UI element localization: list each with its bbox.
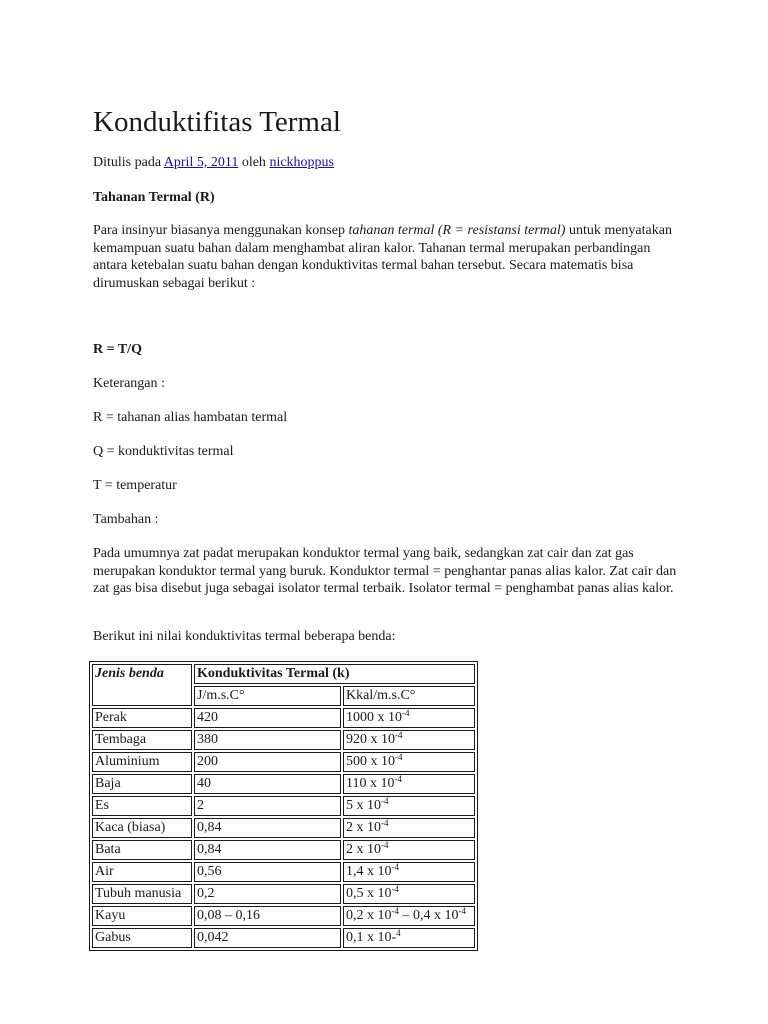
kcal-exponent: -4 — [395, 752, 403, 762]
cell-kcal-value — [343, 862, 475, 882]
kcal-mantissa: 0,1 x 10- — [346, 930, 397, 945]
kcal-mantissa: 920 x 10 — [346, 732, 395, 747]
cell-material: Air — [92, 862, 192, 882]
cell-si-value: 40 — [194, 774, 341, 794]
tambahan-label: Tambahan : — [93, 512, 159, 527]
article-title: Konduktifitas Termal — [93, 106, 341, 138]
table-row — [92, 774, 475, 794]
cell-si-value: 2 — [194, 796, 341, 816]
table-row — [92, 840, 475, 860]
cell-kcal-value — [343, 928, 475, 948]
cell-kcal-value — [343, 840, 475, 860]
table-row — [92, 906, 475, 926]
table-row — [92, 818, 475, 838]
unit-kcal: Kkal/m.s.C° — [343, 686, 475, 706]
kcal-exponent: 4 — [396, 928, 401, 938]
definition-r: R = tahanan alias hambatan termal — [93, 410, 288, 425]
cell-si-value: 0,84 — [194, 818, 341, 838]
unit-si: J/m.s.C° — [194, 686, 341, 706]
cell-material: Perak — [92, 708, 192, 728]
byline-prefix: Ditulis pada — [93, 155, 162, 170]
kcal-mantissa: 0,2 x 10 — [346, 908, 392, 923]
kcal-exponent: -4 — [394, 774, 402, 784]
cell-material: Tubuh manusia — [92, 884, 192, 904]
byline-middle: oleh — [241, 155, 266, 170]
table-row — [92, 862, 475, 882]
cell-si-value: 0,042 — [194, 928, 341, 948]
kcal-exponent-2: -4 — [458, 906, 466, 916]
kcal-mantissa: 0,5 x 10 — [346, 886, 392, 901]
kcal-mantissa: 1000 x 10 — [346, 710, 402, 725]
paragraph-intro — [93, 222, 683, 292]
cell-material: Kayu — [92, 906, 192, 926]
cell-material: Aluminium — [92, 752, 192, 772]
cell-kcal-value — [343, 906, 475, 926]
kcal-exponent: -4 — [381, 796, 389, 806]
cell-si-value: 420 — [194, 708, 341, 728]
kcal-mantissa: 500 x 10 — [346, 754, 395, 769]
section-heading: Tahanan Termal (R) — [93, 190, 215, 205]
cell-si-value: 0,56 — [194, 862, 341, 882]
kcal-exponent: -4 — [381, 818, 389, 828]
cell-si-value: 380 — [194, 730, 341, 750]
table-row — [92, 884, 475, 904]
cell-kcal-value — [343, 884, 475, 904]
cell-material: Tembaga — [92, 730, 192, 750]
kcal-mantissa: 2 x 10 — [346, 842, 381, 857]
kcal-exponent: -4 — [391, 884, 399, 894]
cell-material: Bata — [92, 840, 192, 860]
formula: R = T/Q — [93, 342, 142, 357]
byline — [93, 154, 334, 172]
cell-si-value: 0,08 – 0,16 — [194, 906, 341, 926]
paragraph-conductors: Pada umumnya zat padat merupakan konduktor termal yang baik, sedangkan zat cair dan zat gas merupakan konduktor termal yang buruk. Konduktor termal = penghantar panas alias kalor. Zat cair dan zat gas bisa disebut juga sebagai isolator termal terbaik. Isolator termal = penghambat panas alias kalor. — [93, 546, 677, 596]
table-row — [92, 752, 475, 772]
header-jenis-benda: Jenis benda — [92, 664, 192, 706]
cell-kcal-value — [343, 752, 475, 772]
paragraph-intro-end: untuk menyatakan kemampuan suatu bahan dalam menghambat aliran kalor. Tahanan termal merupakan perbandingan antara ketebalan suatu bahan dengan konduktivitas termal bahan tersebut. Secara matematis bisa dirumuskan sebagai berikut : — [93, 223, 672, 291]
definition-t: T = temperatur — [93, 478, 177, 493]
kcal-range-tail: – 0,4 x 10 — [399, 908, 459, 923]
cell-si-value: 0,84 — [194, 840, 341, 860]
cell-kcal-value — [343, 708, 475, 728]
kcal-exponent: -4 — [391, 906, 399, 916]
kcal-mantissa: 1,4 x 10 — [346, 864, 392, 879]
cell-kcal-value — [343, 818, 475, 838]
table-row — [92, 730, 475, 750]
kcal-mantissa: 2 x 10 — [346, 820, 381, 835]
kcal-exponent: -4 — [402, 708, 410, 718]
table-header-row — [92, 664, 475, 684]
cell-material: Kaca (biasa) — [92, 818, 192, 838]
conductivity-table-body — [92, 664, 475, 948]
cell-si-value: 200 — [194, 752, 341, 772]
table-row — [92, 796, 475, 816]
cell-material: Es — [92, 796, 192, 816]
cell-material: Baja — [92, 774, 192, 794]
kcal-exponent: -4 — [381, 840, 389, 850]
conductivity-table — [89, 661, 478, 951]
kcal-exponent: -4 — [395, 730, 403, 740]
kcal-mantissa: 5 x 10 — [346, 798, 381, 813]
table-row — [92, 708, 475, 728]
post-date-link[interactable]: April 5, 2011 — [163, 155, 239, 170]
cell-material: Gabus — [92, 928, 192, 948]
cell-kcal-value — [343, 730, 475, 750]
kcal-exponent: -4 — [391, 862, 399, 872]
paragraph-intro-italic: tahanan termal (R = resistansi termal) — [348, 223, 566, 238]
author-link[interactable]: nickhoppus — [269, 155, 334, 170]
definition-q: Q = konduktivitas termal — [93, 444, 234, 459]
kcal-mantissa: 110 x 10 — [346, 776, 395, 791]
keterangan-label: Keterangan : — [93, 376, 165, 391]
header-konduktivitas: Konduktivitas Termal (k) — [194, 664, 475, 684]
table-row — [92, 928, 475, 948]
cell-si-value: 0,2 — [194, 884, 341, 904]
cell-kcal-value — [343, 774, 475, 794]
paragraph-intro-start: Para insinyur biasanya menggunakan konsep — [93, 223, 349, 238]
table-intro: Berikut ini nilai konduktivitas termal beberapa benda: — [93, 629, 396, 644]
cell-kcal-value — [343, 796, 475, 816]
